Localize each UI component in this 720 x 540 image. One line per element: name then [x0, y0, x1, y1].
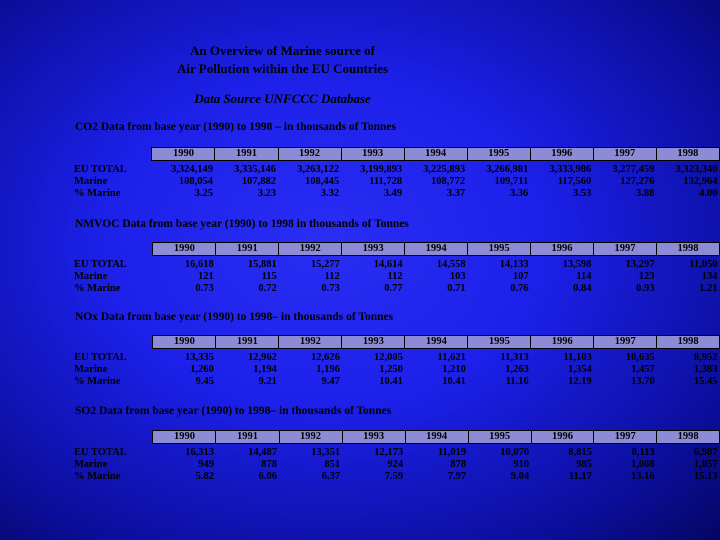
table-cell: 15.13 — [693, 471, 718, 482]
table-cell: 6,987 — [693, 447, 718, 458]
table-cell: 13,297 — [625, 259, 655, 270]
table-cell: 109,711 — [494, 176, 529, 187]
year-header-cell: 1996 — [531, 336, 594, 349]
table-cell: 10.41 — [379, 376, 403, 387]
table-cell: 11,050 — [689, 259, 718, 270]
table-cell: 0.72 — [258, 283, 277, 294]
table-cell: 10,635 — [625, 352, 655, 363]
table-cell: 6.06 — [258, 471, 278, 482]
table-cell: 14,487 — [248, 447, 278, 458]
row-label: EU TOTAL — [74, 163, 127, 175]
table-row — [74, 188, 720, 200]
table-cell: 111,728 — [369, 176, 403, 187]
table-cell: 3,199,893 — [360, 164, 403, 175]
table-cell: 107 — [512, 271, 529, 282]
so2-heading: SO2 Data from base year (1990) to 1998– in thousands of Tonnes — [75, 405, 392, 417]
title-line-2: Air Pollution within the EU Countries — [176, 61, 389, 76]
table-cell: 13.70 — [631, 376, 655, 387]
year-header-cell: 1998 — [657, 431, 720, 444]
table-cell: 134 — [701, 271, 718, 282]
table-row — [74, 283, 720, 295]
co2-table — [74, 147, 720, 200]
table-cell: 16,313 — [185, 447, 214, 458]
year-header-cell: 1991 — [216, 336, 279, 349]
table-cell: 5.82 — [195, 471, 214, 482]
table-cell: 3,263,122 — [297, 164, 340, 175]
table-cell: 4.00 — [699, 188, 718, 199]
table-cell: 0.93 — [636, 283, 655, 294]
table-cell: 14,133 — [499, 259, 529, 270]
year-header-cell: 1994 — [404, 148, 467, 161]
table-cell: 7.97 — [447, 471, 467, 482]
row-label: EU TOTAL — [74, 258, 127, 270]
year-header-row — [74, 243, 720, 256]
year-header-cell: 1996 — [531, 431, 594, 444]
table-cell: 15.45 — [693, 376, 718, 387]
row-label: % Marine — [74, 471, 121, 482]
table-cell: 9.47 — [321, 376, 340, 387]
table-cell: 10,070 — [500, 447, 530, 458]
table-cell: 10.41 — [442, 376, 466, 387]
table-cell: 112 — [324, 271, 340, 282]
row-label: EU TOTAL — [74, 351, 127, 363]
year-header-cell: 1997 — [594, 431, 657, 444]
year-header-cell: 1992 — [279, 243, 342, 256]
table-cell: 0.73 — [195, 283, 214, 294]
table-cell: 121 — [198, 271, 214, 282]
table-cell: 11,313 — [500, 352, 529, 363]
year-header-cell: 1995 — [468, 431, 531, 444]
table-cell: 117,560 — [557, 176, 592, 187]
table-cell: 114 — [576, 271, 592, 282]
table-cell: 7.59 — [384, 471, 404, 482]
table-cell: 8,952 — [693, 352, 718, 363]
year-header-row — [74, 336, 720, 349]
table-cell: 8,815 — [568, 447, 592, 458]
table-cell: 3,323,340 — [675, 164, 718, 175]
table-cell: 878 — [261, 459, 278, 470]
table-row — [74, 256, 720, 272]
table-row — [74, 271, 720, 283]
nmvoc-heading: NMVOC Data from base year (1990) to 1998 in thousands of Tonnes — [75, 218, 409, 230]
table-cell: 107,882 — [241, 176, 277, 187]
table-cell: 112 — [387, 271, 403, 282]
table-cell: 3.36 — [509, 188, 529, 199]
year-header-cell: 1998 — [657, 336, 720, 349]
table-cell: 127,276 — [620, 176, 655, 187]
table-cell: 910 — [513, 459, 530, 470]
table-cell: 9.21 — [258, 376, 277, 387]
table-cell: 0.77 — [384, 283, 403, 294]
table-cell: 11,103 — [563, 352, 592, 363]
year-header-cell: 1991 — [216, 431, 279, 444]
row-label: % Marine — [74, 376, 121, 387]
table-row — [74, 349, 720, 365]
table-cell: 12,626 — [311, 352, 340, 363]
table-cell: 9.45 — [195, 376, 214, 387]
table-cell: 3,324,149 — [170, 164, 213, 175]
year-header-row — [74, 148, 720, 161]
nox-heading: NOx Data from base year (1990) to 1998– in thousands of Tonnes — [75, 311, 394, 323]
year-header-cell: 1997 — [594, 336, 657, 349]
table-cell: 13.16 — [631, 471, 655, 482]
year-header-cell: 1994 — [405, 243, 468, 256]
year-header-cell: 1995 — [468, 243, 531, 256]
table-row — [74, 471, 720, 483]
table-cell: 0.84 — [573, 283, 592, 294]
row-label: Marine — [74, 459, 108, 470]
year-header-cell: 1992 — [279, 431, 342, 444]
table-cell: 132,964 — [683, 176, 718, 187]
table-cell: 115 — [261, 271, 277, 282]
table-cell: 1.21 — [699, 283, 718, 294]
table-cell: 12,173 — [374, 447, 404, 458]
year-header-cell: 1990 — [152, 148, 215, 161]
year-header-cell: 1998 — [656, 148, 719, 161]
year-header-cell: 1993 — [342, 336, 405, 349]
table-cell: 11.16 — [505, 376, 529, 387]
table-cell: 3.53 — [572, 188, 592, 199]
table-cell: 0.73 — [321, 283, 340, 294]
table-cell: 123 — [638, 271, 655, 282]
row-label: % Marine — [74, 283, 121, 294]
table-row — [74, 161, 720, 177]
row-label: EU TOTAL — [74, 446, 127, 458]
row-label: Marine — [74, 176, 108, 187]
so2-table — [74, 430, 720, 483]
table-cell: 8,113 — [631, 447, 655, 458]
table-row — [74, 364, 720, 376]
year-header-cell: 1997 — [593, 148, 656, 161]
table-cell: 949 — [198, 459, 214, 470]
row-label: % Marine — [74, 188, 121, 199]
table-cell: 14,614 — [373, 259, 403, 270]
table-row — [74, 444, 720, 460]
table-cell: 3,333,986 — [549, 164, 592, 175]
table-cell: 851 — [324, 459, 341, 470]
row-label: Marine — [74, 271, 108, 282]
table-row — [74, 376, 720, 388]
table-cell: 12.19 — [568, 376, 592, 387]
table-cell: 1,263 — [505, 364, 529, 375]
year-header-cell: 1995 — [467, 148, 530, 161]
table-cell: 103 — [449, 271, 466, 282]
table-cell: 3.25 — [194, 188, 213, 199]
row-label: Marine — [74, 364, 108, 375]
year-header-cell: 1993 — [341, 148, 404, 161]
year-header-cell: 1993 — [342, 431, 405, 444]
table-cell: 3.32 — [320, 188, 340, 199]
table-cell: 14,558 — [436, 259, 466, 270]
table-cell: 3.37 — [446, 188, 466, 199]
table-row — [74, 176, 720, 188]
year-header-cell: 1997 — [594, 243, 657, 256]
table-cell: 13,335 — [185, 352, 214, 363]
table-cell: 1,383 — [693, 364, 718, 375]
year-header-row — [74, 431, 720, 444]
table-cell: 1,354 — [568, 364, 592, 375]
table-cell: 13,351 — [311, 447, 341, 458]
title-line-1: An Overview of Marine source of — [190, 43, 375, 58]
table-cell: 3.49 — [383, 188, 403, 199]
table-cell: 1,250 — [379, 364, 403, 375]
year-header-cell: 1998 — [656, 243, 719, 256]
table-cell: 11,019 — [437, 447, 467, 458]
year-header-cell: 1995 — [468, 336, 531, 349]
table-cell: 13,598 — [562, 259, 592, 270]
table-cell: 108,445 — [304, 176, 340, 187]
table-cell: 0.76 — [510, 283, 529, 294]
table-cell: 0.71 — [447, 283, 466, 294]
table-cell: 3,225,893 — [423, 164, 466, 175]
table-cell: 1,057 — [693, 459, 718, 470]
table-cell: 16,618 — [184, 259, 214, 270]
year-header-cell: 1992 — [278, 148, 341, 161]
table-cell: 11.17 — [568, 471, 592, 482]
table-cell: 985 — [576, 459, 592, 470]
table-cell: 1,210 — [442, 364, 466, 375]
year-header-cell: 1991 — [215, 148, 278, 161]
table-cell: 108,054 — [178, 176, 213, 187]
table-cell: 12,005 — [374, 352, 403, 363]
table-cell: 3,335,146 — [234, 164, 277, 175]
table-cell: 15,277 — [310, 259, 340, 270]
nmvoc-table — [74, 242, 720, 295]
year-header-cell: 1990 — [153, 243, 216, 256]
nox-table — [74, 335, 720, 388]
table-cell: 3.88 — [635, 188, 655, 199]
table-cell: 1,194 — [253, 364, 277, 375]
table-cell: 9.04 — [510, 471, 530, 482]
table-cell: 15,881 — [247, 259, 277, 270]
year-header-cell: 1990 — [153, 336, 216, 349]
table-cell: 1,068 — [631, 459, 655, 470]
year-header-cell: 1996 — [531, 243, 594, 256]
year-header-cell: 1993 — [342, 243, 405, 256]
table-cell: 6.37 — [321, 471, 341, 482]
year-header-cell: 1990 — [153, 431, 216, 444]
table-cell: 3,266,981 — [486, 164, 529, 175]
year-header-cell: 1996 — [530, 148, 593, 161]
co2-heading: CO2 Data from base year (1990) to 1998 – in thousands of Tonnes — [75, 121, 396, 133]
table-cell: 924 — [387, 459, 404, 470]
table-cell: 3.23 — [257, 188, 277, 199]
year-header-cell: 1994 — [405, 431, 468, 444]
table-cell: 108,772 — [431, 176, 466, 187]
table-cell: 1,457 — [631, 364, 655, 375]
table-cell: 12,962 — [248, 352, 277, 363]
year-header-cell: 1992 — [279, 336, 342, 349]
table-cell: 11,621 — [437, 352, 466, 363]
year-header-cell: 1994 — [405, 336, 468, 349]
table-cell: 878 — [450, 459, 467, 470]
data-source-label: Data Source UNFCCC Database — [194, 91, 371, 106]
table-cell: 1,260 — [190, 364, 214, 375]
table-row — [74, 459, 720, 471]
table-cell: 1,196 — [316, 364, 340, 375]
table-cell: 3,277,459 — [612, 164, 655, 175]
year-header-cell: 1991 — [216, 243, 279, 256]
